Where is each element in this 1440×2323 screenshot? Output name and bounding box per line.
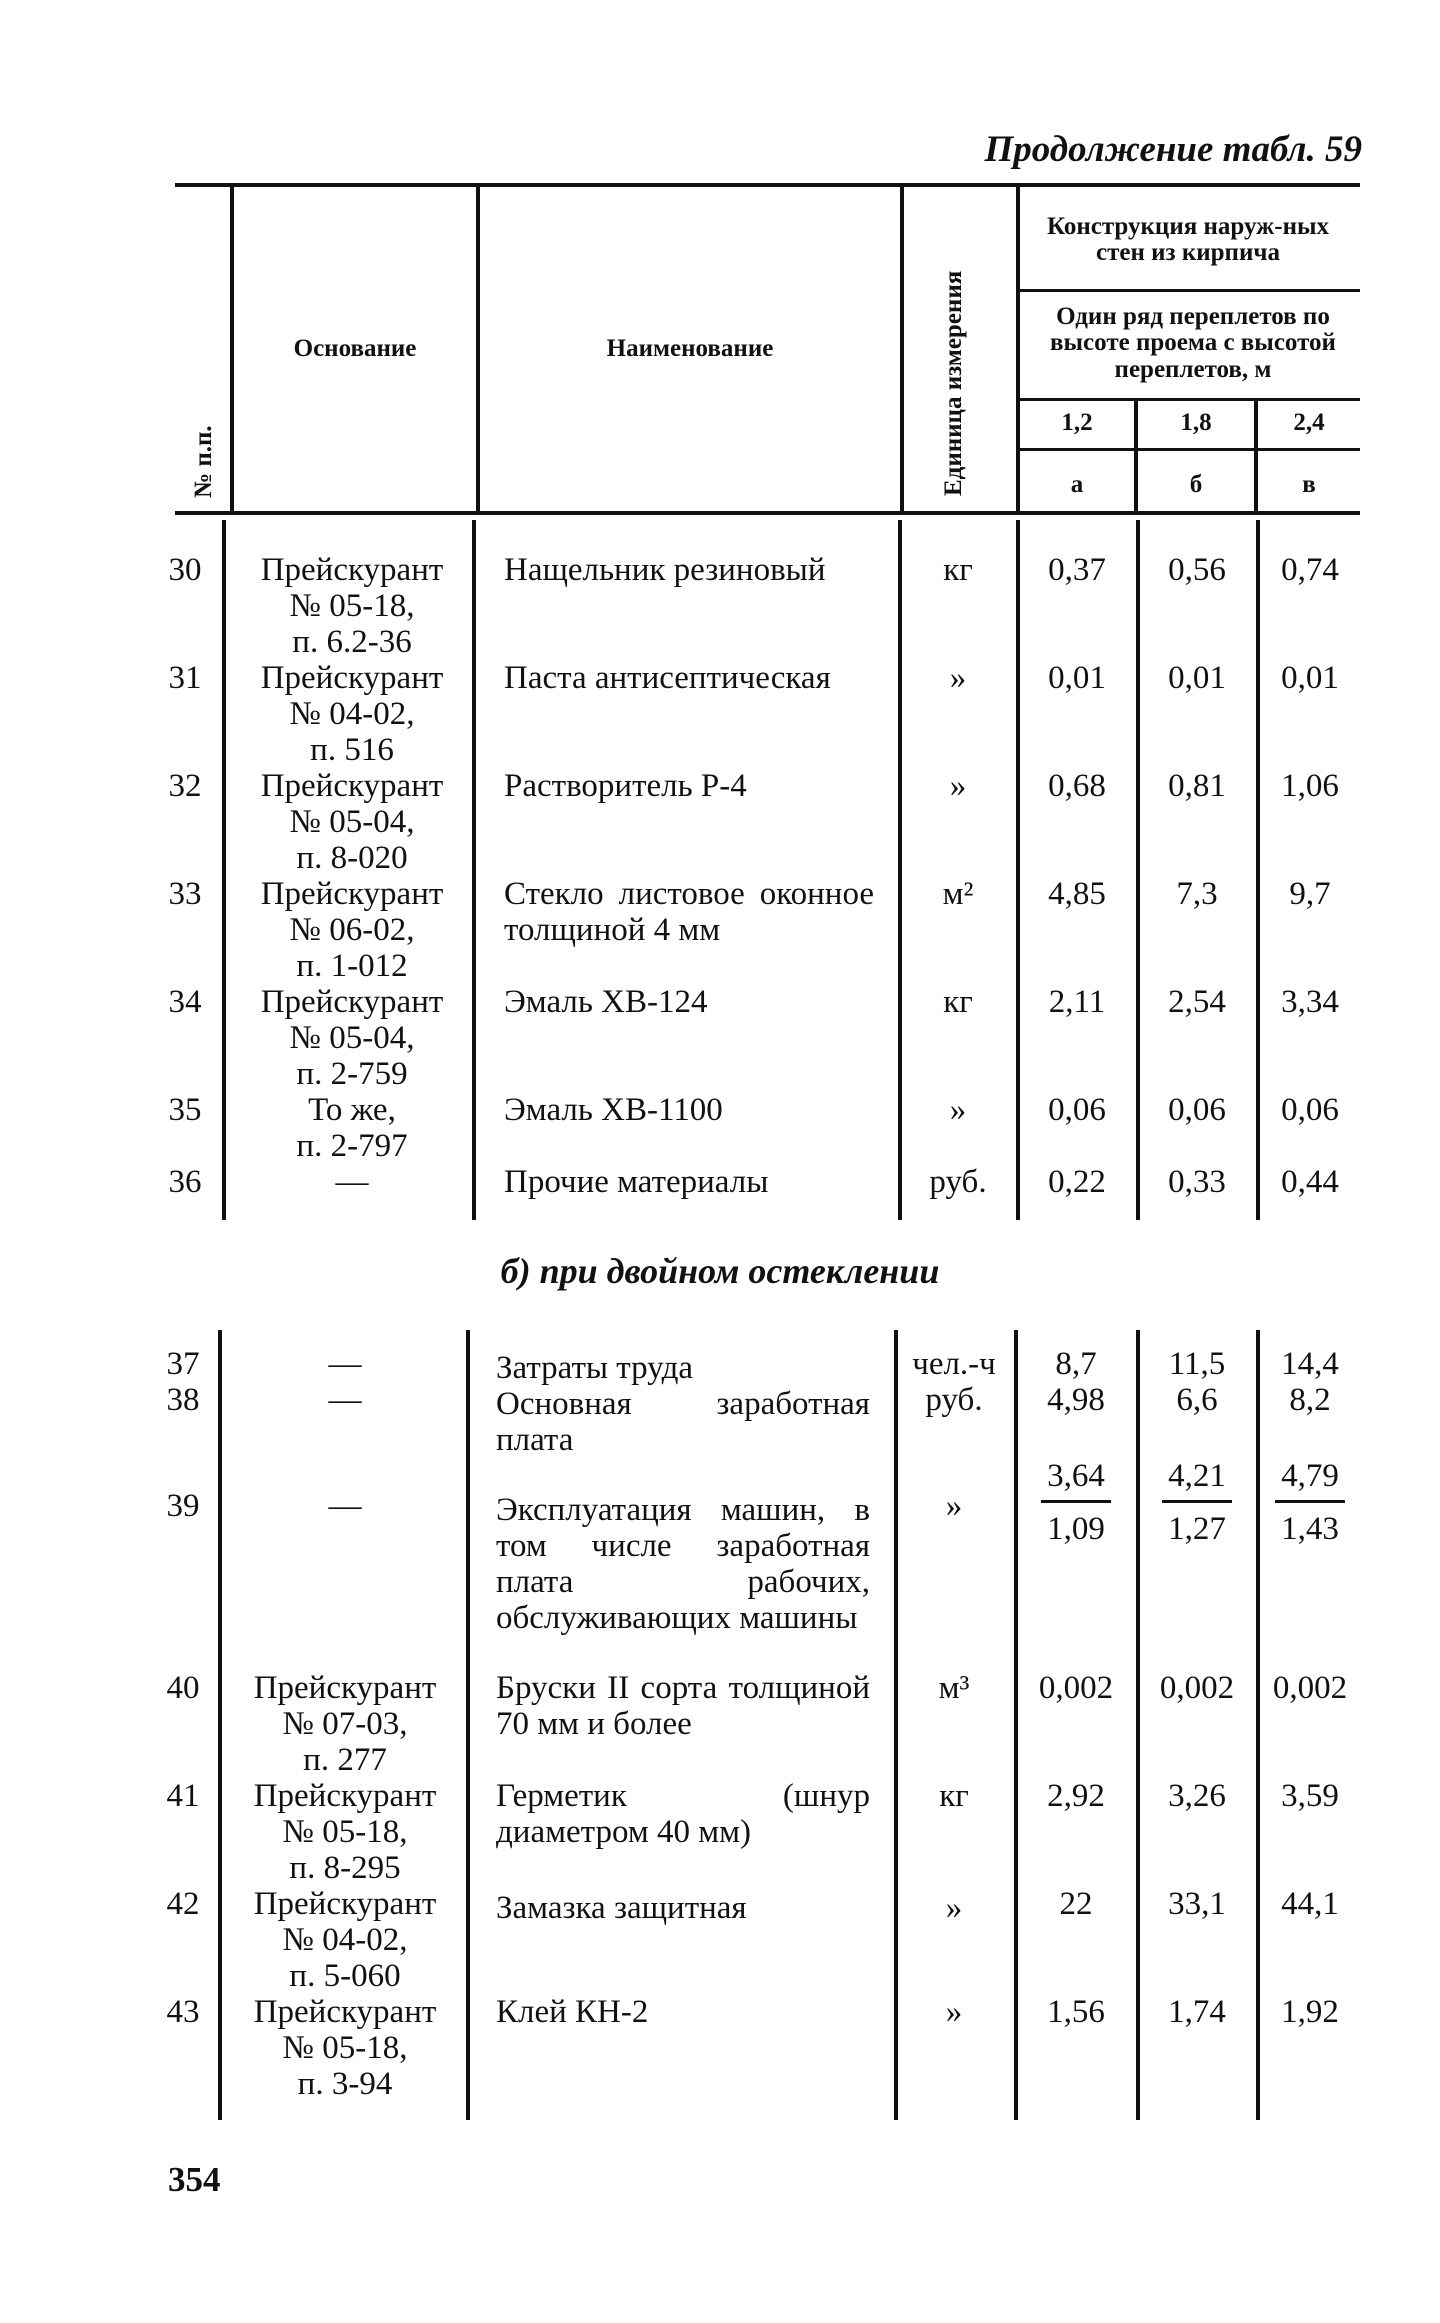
value-a: 2,11 <box>1048 984 1106 1020</box>
body-col-line <box>466 1330 470 2120</box>
row-unit: » <box>949 1092 967 1128</box>
value-c: 9,7 <box>1289 876 1331 912</box>
value-c: 0,74 <box>1281 552 1339 588</box>
value-a: 4,98 <box>1047 1382 1105 1418</box>
header-sub: Один ряд переплетов по высоте проема с высотой переплетов, м <box>1050 303 1336 383</box>
value-c: 0,002 <box>1272 1670 1348 1706</box>
value-c-top: 4,79 <box>1281 1458 1339 1494</box>
value-c: 3,59 <box>1281 1778 1339 1814</box>
row-number: 38 <box>166 1382 200 1418</box>
header-col-line <box>476 187 480 511</box>
value-a: 8,7 <box>1055 1346 1097 1382</box>
header-basis: Основание <box>293 335 417 362</box>
value-c: 44,1 <box>1281 1886 1339 1922</box>
header-num: № п.п. <box>190 425 217 498</box>
value-b-bottom: 1,27 <box>1168 1511 1226 1547</box>
table-caption: Продолжение табл. 59 <box>984 129 1362 170</box>
body-col-line <box>222 520 226 1220</box>
row-basis: — <box>328 1488 362 1524</box>
value-c: 14,4 <box>1281 1346 1339 1382</box>
row-unit: кг <box>943 984 973 1020</box>
value-b: 1,74 <box>1168 1994 1226 2030</box>
value-a-fraction <box>1018 1458 1134 1547</box>
fraction-bar <box>1275 1500 1345 1503</box>
value-a: 1,56 <box>1047 1994 1105 2030</box>
value-a-bottom: 1,09 <box>1047 1511 1105 1547</box>
row-number: 37 <box>166 1346 200 1382</box>
row-basis: — <box>328 1346 362 1382</box>
header-col-line <box>1134 400 1138 511</box>
body-col-line <box>218 1330 222 2120</box>
row-basis: Прейскурант № 05-18, п. 8-295 <box>253 1778 437 1886</box>
value-b: 0,002 <box>1159 1670 1235 1706</box>
value-b-top: 4,21 <box>1168 1458 1226 1494</box>
height-label: 1,2 <box>1061 409 1093 436</box>
row-basis: Прейскурант № 05-18, п. 3-94 <box>253 1994 437 2102</box>
value-b: 0,81 <box>1168 768 1226 804</box>
row-unit: м² <box>942 876 974 912</box>
row-unit: » <box>945 1890 963 1926</box>
row-number: 33 <box>168 876 202 912</box>
row-name: Эмаль ХВ-124 <box>504 984 708 1020</box>
row-unit: » <box>945 1994 963 2030</box>
value-c: 0,06 <box>1281 1092 1339 1128</box>
value-a: 0,68 <box>1048 768 1106 804</box>
value-b: 7,3 <box>1176 876 1218 912</box>
value-c: 3,34 <box>1281 984 1339 1020</box>
row-number: 31 <box>168 660 202 696</box>
row-basis: Прейскурант № 05-04, п. 2-759 <box>260 984 444 1092</box>
header-col-line <box>900 187 904 511</box>
value-b-fraction <box>1140 1458 1254 1547</box>
value-b: 0,56 <box>1168 552 1226 588</box>
row-basis: Прейскурант № 04-02, п. 5-060 <box>253 1886 437 1994</box>
row-name: Паста антисептическая <box>504 660 831 696</box>
row-name: Растворитель Р-4 <box>504 768 747 804</box>
row-unit: кг <box>943 552 973 588</box>
row-unit: чел.-ч <box>912 1346 996 1382</box>
height-label: 2,4 <box>1293 409 1325 436</box>
row-number: 36 <box>168 1164 202 1200</box>
fraction-bar <box>1162 1500 1232 1503</box>
row-number: 40 <box>166 1670 200 1706</box>
row-number: 34 <box>168 984 202 1020</box>
header-col-line <box>1254 400 1258 511</box>
header-construction: Конструкция наруж-ных стен из кирпича <box>1046 213 1330 267</box>
column-letter: б <box>1189 471 1203 498</box>
value-c: 1,06 <box>1281 768 1339 804</box>
value-b: 0,33 <box>1168 1164 1226 1200</box>
value-b: 33,1 <box>1168 1886 1226 1922</box>
value-b: 0,06 <box>1168 1092 1226 1128</box>
row-name: Прочие материалы <box>504 1164 769 1200</box>
row-unit: руб. <box>925 1382 983 1418</box>
row-basis: То же, п. 2-797 <box>296 1092 408 1164</box>
height-label: 1,8 <box>1180 409 1212 436</box>
value-a: 0,22 <box>1048 1164 1106 1200</box>
sub-rule <box>1018 398 1360 401</box>
row-unit: » <box>949 660 967 696</box>
value-c: 1,92 <box>1281 1994 1339 2030</box>
row-number: 43 <box>166 1994 200 2030</box>
row-unit: м³ <box>938 1670 970 1706</box>
value-a: 0,002 <box>1038 1670 1114 1706</box>
value-a: 2,92 <box>1047 1778 1105 1814</box>
value-b: 3,26 <box>1168 1778 1226 1814</box>
section-subtitle: б) при двойном остеклении <box>500 1251 940 1291</box>
value-a: 4,85 <box>1048 876 1106 912</box>
page-number: 354 <box>168 2160 221 2199</box>
header-bottom-rule <box>175 511 1360 515</box>
value-b: 2,54 <box>1168 984 1226 1020</box>
row-name: Основная заработная плата <box>496 1386 870 1458</box>
row-unit: руб. <box>929 1164 987 1200</box>
value-a: 0,01 <box>1048 660 1106 696</box>
value-a: 22 <box>1059 1886 1093 1922</box>
value-b: 0,01 <box>1168 660 1226 696</box>
row-unit: кг <box>939 1778 969 1814</box>
row-basis: Прейскурант № 05-04, п. 8-020 <box>260 768 444 876</box>
row-name: Эксплуатация машин, в том числе заработная плата рабочих, обслуживающих машины <box>496 1492 870 1636</box>
header-col-line <box>230 187 234 511</box>
row-name: Затраты труда <box>496 1350 694 1386</box>
row-number: 32 <box>168 768 202 804</box>
row-name: Стекло листовое оконное толщиной 4 мм <box>504 876 874 948</box>
fraction-bar <box>1041 1500 1111 1503</box>
row-name: Клей КН-2 <box>496 1994 649 2030</box>
construction-rule <box>1018 289 1360 292</box>
header-col-line <box>1016 187 1020 511</box>
value-a: 0,06 <box>1048 1092 1106 1128</box>
value-c-fraction <box>1260 1458 1360 1547</box>
heights-rule <box>1018 448 1360 451</box>
row-name: Герметик (шнур диаметром 40 мм) <box>496 1778 870 1850</box>
value-b: 11,5 <box>1168 1346 1226 1382</box>
row-basis: — <box>328 1382 362 1418</box>
value-c: 0,44 <box>1281 1164 1339 1200</box>
value-b: 6,6 <box>1176 1382 1218 1418</box>
row-basis: Прейскурант № 04-02, п. 516 <box>260 660 444 768</box>
row-basis: — <box>335 1164 369 1200</box>
row-number: 35 <box>168 1092 202 1128</box>
row-number: 30 <box>168 552 202 588</box>
header-name: Наименование <box>606 335 774 362</box>
row-name: Эмаль ХВ-1100 <box>504 1092 723 1128</box>
row-number: 42 <box>166 1886 200 1922</box>
row-basis: Прейскурант № 05-18, п. 6.2-36 <box>260 552 444 660</box>
table-top-rule <box>175 183 1360 187</box>
header-unit: Единица измерения <box>940 270 967 496</box>
column-letter: в <box>1302 471 1316 498</box>
value-c: 8,2 <box>1289 1382 1331 1418</box>
row-name: Бруски II сорта толщиной 70 мм и более <box>496 1670 870 1742</box>
row-name: Замазка защитная <box>496 1890 747 1926</box>
row-name: Нащельник резиновый <box>504 552 826 588</box>
value-a: 0,37 <box>1048 552 1106 588</box>
row-basis: Прейскурант № 06-02, п. 1-012 <box>260 876 444 984</box>
row-unit: » <box>949 768 967 804</box>
value-c-bottom: 1,43 <box>1281 1511 1339 1547</box>
row-number: 39 <box>166 1488 200 1524</box>
row-unit: » <box>945 1488 963 1524</box>
row-number: 41 <box>166 1778 200 1814</box>
value-c: 0,01 <box>1281 660 1339 696</box>
row-basis: Прейскурант № 07-03, п. 277 <box>253 1670 437 1778</box>
value-a-top: 3,64 <box>1047 1458 1105 1494</box>
column-letter: а <box>1070 471 1084 498</box>
body-col-line <box>472 520 476 1220</box>
